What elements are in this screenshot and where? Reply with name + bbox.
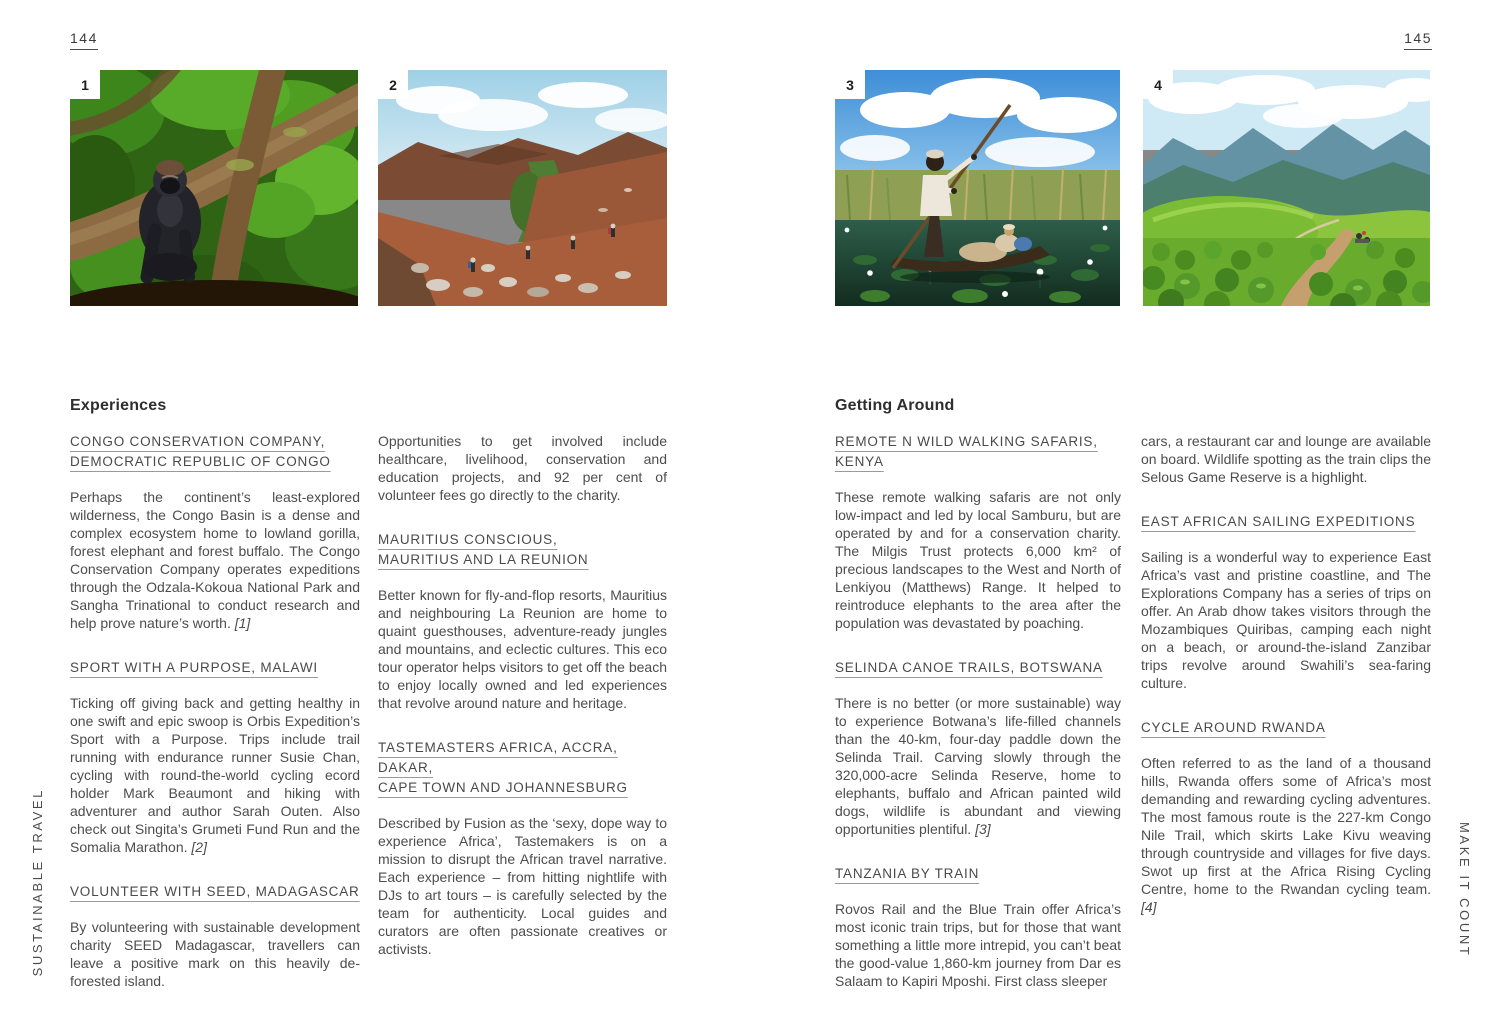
- chapter-label-make-it-count: MAKE IT COUNT: [1457, 822, 1472, 958]
- section-heading-experiences: Experiences: [70, 397, 167, 414]
- article-body: Rovos Rail and the Blue Train offer Africa’s most iconic train trips, but for those that want something a little more intrepid, you can’t beat the good-value 1,860-km journey from Dar es Salaam to Kapiri Mposhi. First class sleeper: [835, 901, 1121, 989]
- article-tanzania-by-train: [835, 864, 1121, 990]
- photo-number-badge: 2: [378, 70, 408, 99]
- left-page-column-2: [378, 432, 667, 984]
- photo-number-badge: 3: [835, 70, 865, 99]
- article-east-african-sailing: [1141, 512, 1431, 692]
- right-page-column-1: [835, 432, 1121, 1015]
- article-volunteer-seed: [70, 882, 360, 990]
- article-title: EAST AFRICAN SAILING EXPEDITIONS: [1141, 514, 1416, 529]
- article-body: Sailing is a wonderful way to experience East Africa’s vast and pristine coastline, and The Explorations Company has a series of trips on offer. An Arab dhow takes visitors through the Mozambiques Quiribas, camping each night on a beach, or around-the-island Zanzibar trips revolve around Swahili’s sea-faring culture.: [1141, 549, 1431, 691]
- article-body: There is no better (or more sustainable) way to experience Botwana’s life-filled channels than the 40-km, four-day paddle down the Selinda Trail. Carving slowly through the 320,000-acre Selinda Reserve, home to elephants, buffalo and African painted wild dogs, wildlife is abundant and viewing opportunities plentiful. [3]: [835, 695, 1121, 837]
- photo-reference: [3]: [975, 821, 991, 837]
- photo-mokoro-canoe-wetland: [835, 70, 1120, 306]
- photo-reference: [1]: [234, 615, 251, 631]
- page-number-left: 144: [70, 30, 98, 50]
- article-congo-conservation: [70, 432, 360, 632]
- article-title: CONGO CONSERVATION COMPANY, DEMOCRATIC REPUBLIC OF CONGO: [70, 434, 331, 469]
- article-title: VOLUNTEER WITH SEED, MADAGASCAR: [70, 884, 360, 899]
- left-page-column-1: [70, 432, 360, 1015]
- article-cycle-around-rwanda: [1141, 718, 1431, 916]
- article-body: Described by Fusion as the ‘sexy, dope way to experience Africa’, Tastemakers is on a mission to disrupt the African travel narrative. Each experience – from hitting nightlife with DJs to art tours – is carefully selected by the team for authenticity. Local guides and curators are often passionate creatives or activists.: [378, 815, 667, 957]
- article-body: By volunteering with sustainable development charity SEED Madagascar, travellers can leave a positive mark on this heavily de-forested island.: [70, 919, 360, 989]
- article-title: MAURITIUS CONSCIOUS, MAURITIUS AND LA REUNION: [378, 532, 589, 567]
- photo-reference: [4]: [1141, 899, 1157, 915]
- article-mauritius-conscious: [378, 530, 667, 712]
- photo-gorilla-in-tree: [70, 70, 358, 306]
- article-remote-n-wild: [835, 432, 1121, 632]
- gorilla-photo-illustration: [70, 70, 358, 306]
- article-body: Better known for fly-and-flop resorts, Mauritius and neighbouring La Reunion are home to quaint guesthouses, adventure-ready jungles and mountains, and eclectic cultures. This eco tour operator helps visitors to get off the beach to enjoy locally owned and led experiences that revolve around nature and heritage.: [378, 587, 667, 711]
- chapter-label-sustainable-travel: SUSTAINABLE TRAVEL: [30, 788, 45, 977]
- article-body: Perhaps the continent’s least-explored wilderness, the Congo Basin is a dense and complex ecosystem home to lowland gorilla, forest elephant and forest buffalo. The Congo Conservation Company operates expeditions through the Odzala-Kokoua National Park and Sangha Trinational to conduct research and help prove nature’s worth. [1]: [70, 489, 360, 631]
- article-title: REMOTE N WILD WALKING SAFARIS, KENYA: [835, 434, 1098, 469]
- continuation-paragraph: cars, a restaurant car and lounge are available on board. Wildlife spotting as the train clips the Selous Game Reserve is a highlight.: [1141, 433, 1431, 485]
- article-title: SELINDA CANOE TRAILS, BOTSWANA: [835, 660, 1103, 675]
- article-body: Ticking off giving back and getting healthy in one swift and epic swoop is Orbis Expedition’s Sport with a Purpose. Trips include trail running with endurance runner Susie Chan, cycling with round-the-world cycling ecord holder Mark Beaumont and hiking with adventurer and author Sarah Outen. Also check out Singita’s Grumeti Fund Run and the Somalia Marathon. [2]: [70, 695, 360, 855]
- hikers-photo-illustration: [378, 70, 667, 306]
- photo-number-badge: 1: [70, 70, 100, 99]
- article-selinda-canoe: [835, 658, 1121, 838]
- section-heading-getting-around: Getting Around: [835, 397, 955, 414]
- continuation-paragraph: Opportunities to get involved include healthcare, livelihood, conservation and education projects, and 92 per cent of volunteer fees go directly to the charity.: [378, 433, 667, 503]
- article-tastemasters-africa: [378, 738, 667, 958]
- photo-reference: [2]: [191, 839, 207, 855]
- article-title: TANZANIA BY TRAIN: [835, 866, 980, 881]
- article-body: Often referred to as the land of a thousand hills, Rwanda offers some of Africa’s most demanding and rewarding cycling adventures. The most famous route is the 227-km Congo Nile Trail, which skirts Lake Kivu weaving through countryside and villages for five days. Swot up first at the Africa Rising Cycling Centre, home to the Rwandan cycling team. [4]: [1141, 755, 1431, 915]
- article-title: TASTEMASTERS AFRICA, ACCRA, DAKAR, CAPE TOWN AND JOHANNESBURG: [378, 740, 628, 795]
- page-number-right: 145: [1404, 30, 1432, 50]
- article-sport-with-purpose: [70, 658, 360, 856]
- photo-number-badge: 4: [1143, 70, 1173, 99]
- article-body: These remote walking safaris are not only low-impact and led by local Samburu, but are operated by and for a conservation charity. The Milgis Trust protects 6,000 km² of precious landscapes to the West and North of Lenkiyou (Matthews) Range. It helped to reintroduce elephants to the area after the population was devastated by poaching.: [835, 489, 1121, 631]
- right-page-column-2: [1141, 432, 1431, 942]
- tea-hills-photo-illustration: [1143, 70, 1430, 306]
- article-title: SPORT WITH A PURPOSE, MALAWI: [70, 660, 318, 675]
- photo-hikers-on-ridge: [378, 70, 667, 306]
- photo-tea-plantation-hills: [1143, 70, 1430, 306]
- article-title: CYCLE AROUND RWANDA: [1141, 720, 1326, 735]
- canoe-photo-illustration: [835, 70, 1120, 306]
